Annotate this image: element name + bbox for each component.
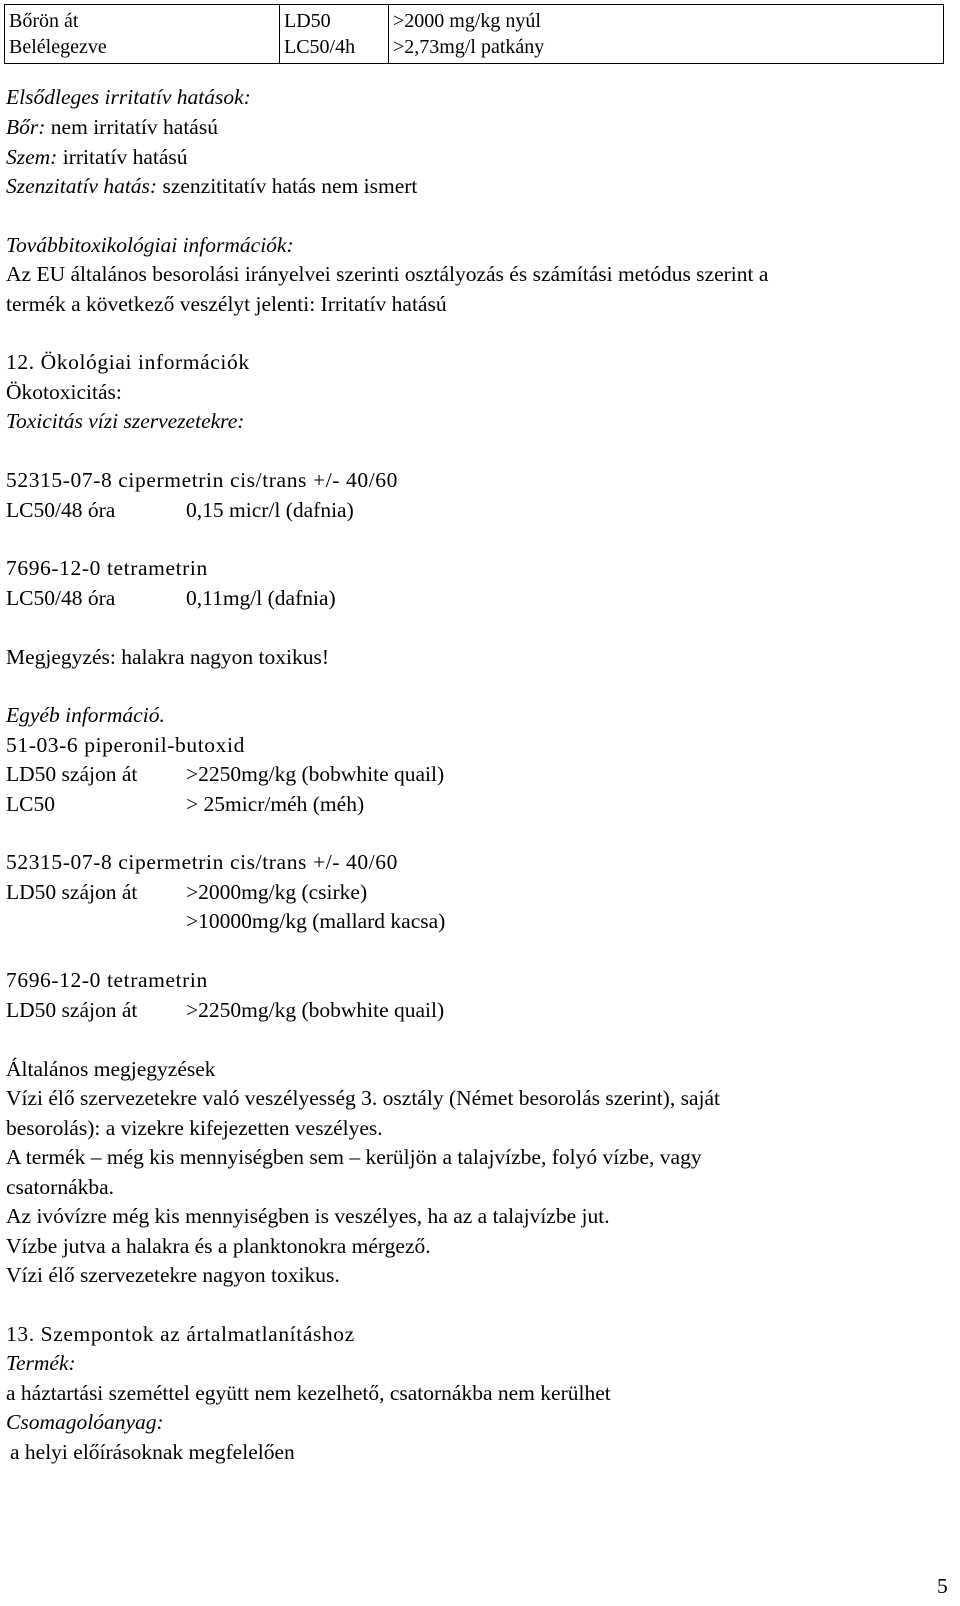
aquatic-toxicity-heading: Toxicitás vízi szervezetekre: (6, 409, 245, 433)
section-12-title: 12. Ökológiai információk (6, 350, 250, 374)
substance-tetramethrin-name: 7696-12-0 tetrametrin (6, 556, 208, 580)
other-cypermethrin-name: 52315-07-8 cipermetrin cis/trans +/- 40/60 (6, 850, 398, 874)
metric-lc50: LC50/4h (284, 36, 356, 58)
further-tox-heading: Továbbitoxikológiai információk: (6, 233, 294, 257)
skin-label: Bőr: (6, 115, 46, 139)
sensitization-line (6, 176, 417, 198)
substance-cypermethrin-name: 52315-07-8 cipermetrin cis/trans +/- 40/60 (6, 468, 398, 492)
toxicity-header-table (4, 4, 944, 64)
eye-line (6, 147, 188, 169)
other-piperonyl-ld50-label: LD50 szájon át (6, 762, 138, 786)
primary-irritant-heading: Elsődleges irritatív hatások: (6, 85, 251, 109)
other-cypermethrin-ld50-value-2: >10000mg/kg (mallard kacsa) (186, 909, 446, 933)
product-label: Termék: (6, 1351, 76, 1375)
general-remark-1: Vízi élő szervezetekre való veszélyesség 3. osztály (Német besorolás szerint), saját (6, 1086, 720, 1110)
other-tetramethrin-ld50-label: LD50 szájon át (6, 998, 138, 1022)
general-remark-5: Az ivóvízre még kis mennyiségben is veszélyes, ha az a talajvízbe jut. (6, 1204, 610, 1228)
eye-label: Szem: (6, 145, 58, 169)
other-piperonyl-lc50-value: > 25micr/méh (méh) (186, 792, 365, 816)
table-cell (280, 5, 389, 64)
other-piperonyl-ld50-value: >2250mg/kg (bobwhite quail) (186, 762, 445, 786)
other-info-heading: Egyéb információ. (6, 703, 165, 727)
general-remark-4: csatornákba. (6, 1175, 115, 1199)
table-cell (389, 5, 944, 64)
other-tetramethrin-name: 7696-12-0 tetrametrin (6, 968, 208, 992)
metric-ld50: LD50 (284, 10, 331, 32)
page-number: 5 (937, 1574, 948, 1598)
table-row (5, 5, 944, 64)
packaging-label: Csomagolóanyag: (6, 1410, 164, 1434)
value-inhalation: >2,73mg/l patkány (393, 36, 545, 58)
other-cypermethrin-ld50-value: >2000mg/kg (csirke) (186, 880, 368, 904)
substance-tetramethrin-value: 0,11mg/l (dafnia) (186, 586, 336, 610)
other-piperonyl-lc50-label: LC50 (6, 792, 55, 816)
route-inhalation: Belélegezve (9, 36, 107, 58)
sensitization-label: Szenzitatív hatás: (6, 174, 158, 198)
general-remark-6: Vízbe jutva a halakra és a planktonokra mérgező. (6, 1234, 431, 1258)
further-tox-line-1: Az EU általános besorolási irányelvei szerinti osztályozás és számítási metódus szerint a (6, 262, 769, 286)
substance-cypermethrin-label: LC50/48 óra (6, 498, 116, 522)
skin-line (6, 117, 218, 139)
product-disposal-text: a háztartási szeméttel együtt nem kezelhető, csatornákba nem kerülhet (6, 1381, 611, 1405)
sensitization-value: szenzititatív hatás nem ismert (162, 174, 418, 198)
eye-value: irritatív hatású (62, 145, 188, 169)
other-cypermethrin-ld50-label: LD50 szájon át (6, 880, 138, 904)
skin-value: nem irritatív hatású (50, 115, 218, 139)
value-skin: >2000 mg/kg nyúl (393, 10, 541, 32)
general-remark-2: besorolás): a vizekre kifejezetten veszélyes. (6, 1116, 383, 1140)
section-13-title: 13. Szempontok az ártalmatlanításhoz (6, 1322, 355, 1346)
fish-toxicity-note: Megjegyzés: halakra nagyon toxikus! (6, 645, 330, 669)
ecotoxicity-label: Ökotoxicitás: (6, 380, 122, 404)
general-remarks-heading: Általános megjegyzések (6, 1057, 216, 1081)
packaging-disposal-text: a helyi előírásoknak megfelelően (10, 1440, 295, 1464)
table-cell (5, 5, 280, 64)
general-remark-7: Vízi élő szervezetekre nagyon toxikus. (6, 1263, 340, 1287)
substance-tetramethrin-label: LC50/48 óra (6, 586, 116, 610)
route-skin: Bőrön át (9, 10, 79, 32)
other-tetramethrin-ld50-value: >2250mg/kg (bobwhite quail) (186, 998, 445, 1022)
further-tox-line-2: termék a következő veszélyt jelenti: Irritatív hatású (6, 292, 447, 316)
substance-cypermethrin-value: 0,15 micr/l (dafnia) (186, 498, 354, 522)
general-remark-3: A termék – még kis mennyiségben sem – kerüljön a talajvízbe, folyó vízbe, vagy (6, 1145, 702, 1169)
other-piperonyl-name: 51-03-6 piperonil-butoxid (6, 733, 245, 757)
